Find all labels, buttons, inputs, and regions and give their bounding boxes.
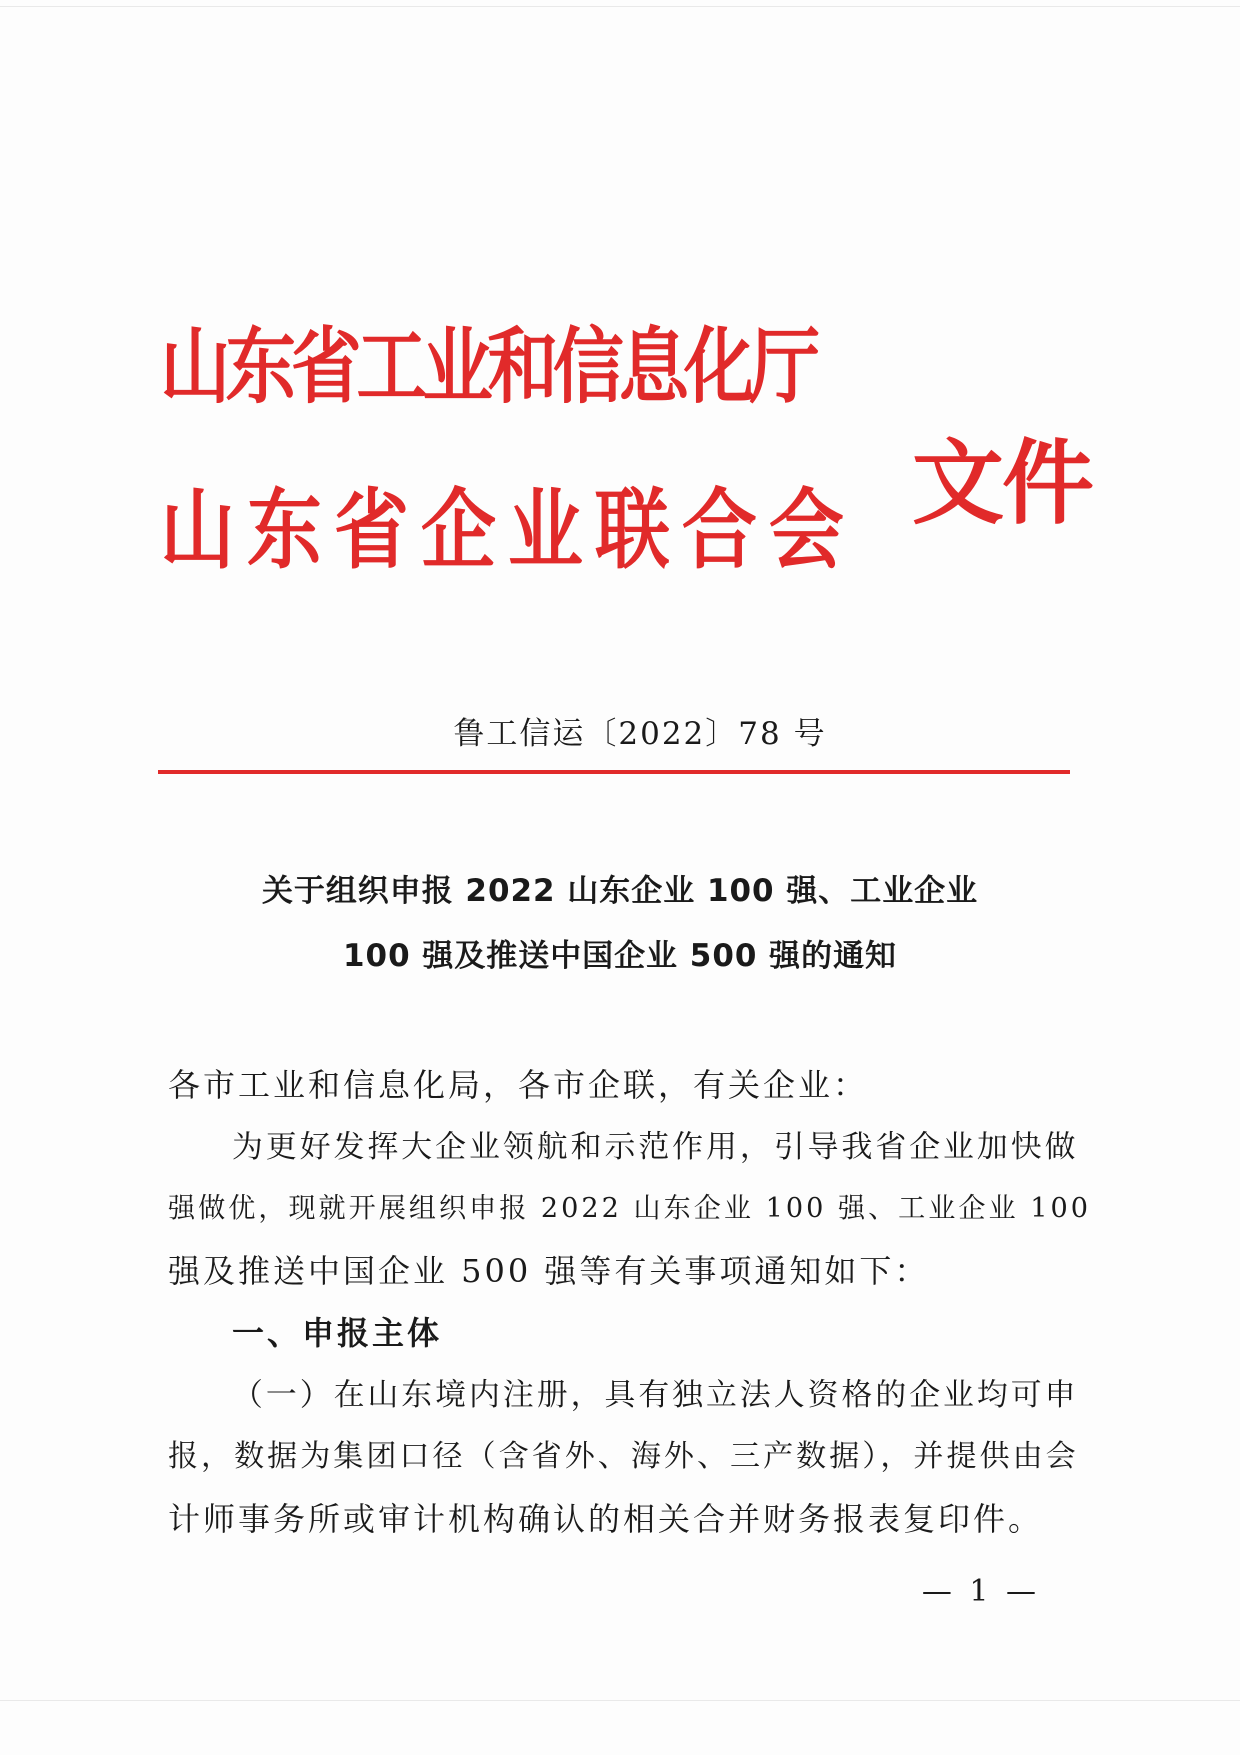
document-word: 文件 [912,430,1093,537]
paragraph-line: 为更好发挥大企业领航和示范作用，引导我省企业加快做 [232,1129,1079,1165]
issuer-name-2: 山东省企业联合会 [160,479,856,581]
red-header [160,300,1100,620]
issuer-name-1: 山东省工业和信息化厅 [160,320,815,415]
paragraph-line: 强及推送中国企业 500 强等有关事项通知如下： [168,1252,930,1290]
paragraph-line: （一）在山东境内注册，具有独立法人资格的企业均可申 [232,1377,1079,1413]
paragraph-line: 报，数据为集团口径（含省外、海外、三产数据），并提供由会 [168,1439,1079,1474]
notice-title-line-2: 100 强及推送中国企业 500 强的通知 [343,938,897,974]
document-number: 鲁工信运〔2022〕78 号 [453,716,827,752]
notice-title-line-1: 关于组织申报 2022 山东企业 100 强、工业企业 [261,873,979,909]
paragraph-line: 强做优，现就开展组织申报 2022 山东企业 100 强、工业企业 100 [168,1193,1091,1224]
addressee: 各市工业和信息化局，各市企联，有关企业： [168,1066,869,1104]
section-heading: 一、申报主体 [232,1314,443,1352]
page-number: — 1 — [921,1574,1040,1609]
scan-edge-bottom [0,1700,1240,1701]
paragraph-intro [168,1116,1091,1302]
paragraph-eligibility [168,1364,1079,1550]
scan-edge-top [0,6,1240,7]
paragraph-line: 计师事务所或审计机构确认的相关合并财务报表复印件。 [168,1500,1044,1538]
red-separator-line [158,770,1070,774]
